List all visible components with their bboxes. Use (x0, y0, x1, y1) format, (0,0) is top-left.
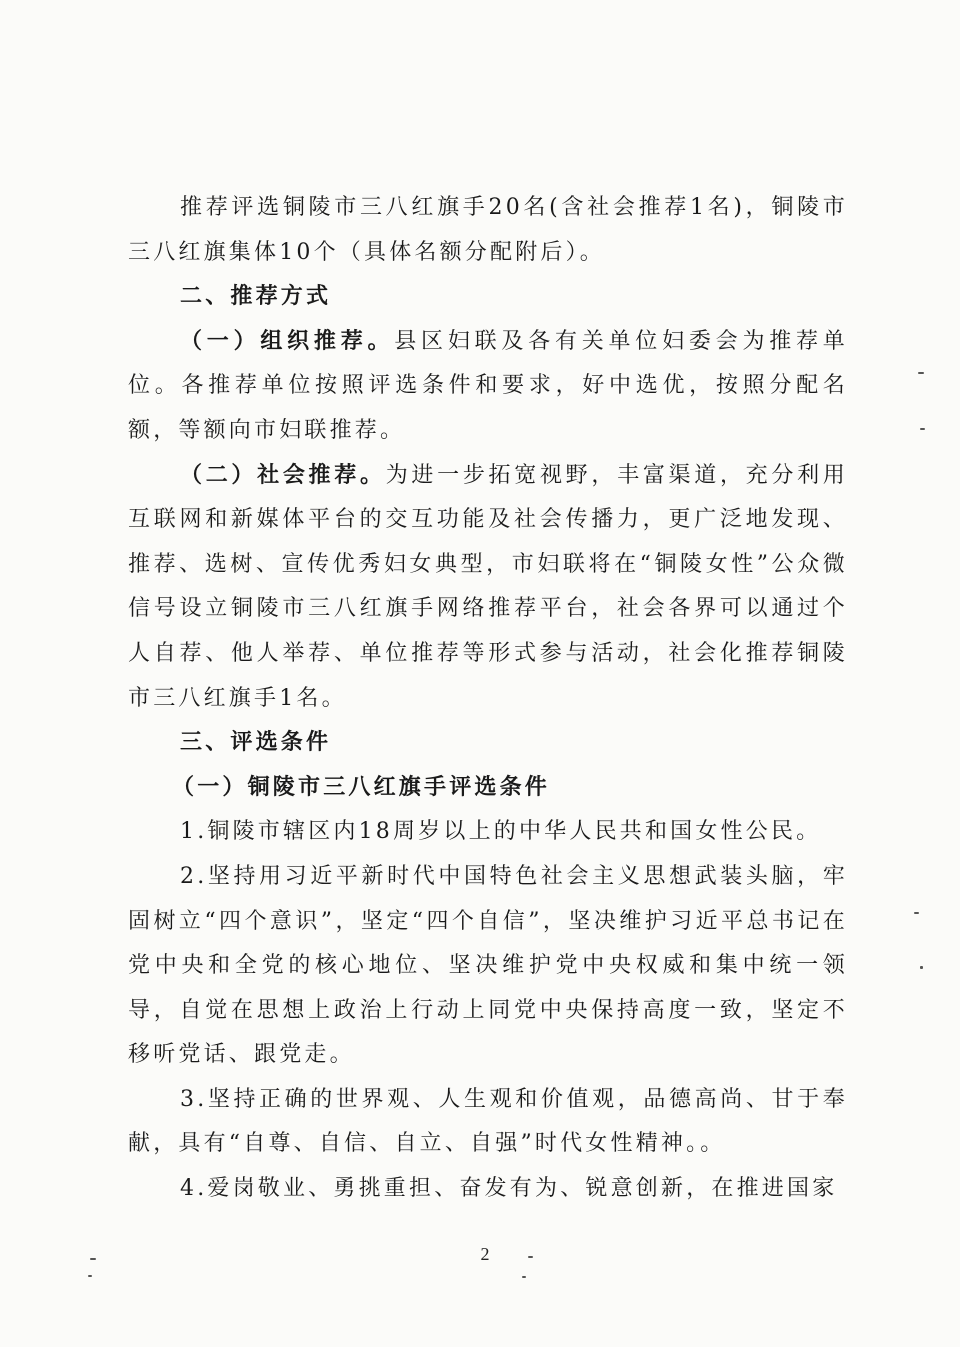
page-number: 2 (480, 1244, 490, 1264)
scan-speck (920, 966, 923, 969)
social-recommendation-paragraph (128, 454, 848, 722)
section-heading-selection-criteria: 三、评选条件 (180, 730, 332, 756)
document-body (128, 186, 848, 1212)
quota-paragraph: 推荐评选铜陵市三八红旗手20名(含社会推荐1名)，铜陵市三八红旗集体10个（具体名额分配附后）。 (128, 195, 848, 265)
scan-speck (914, 912, 919, 914)
scan-speck (522, 1276, 526, 1278)
organization-recommendation-lead: （一）组织推荐。 (180, 328, 395, 354)
social-recommendation-text: 为进一步拓宽视野，丰富渠道，充分利用互联网和新媒体平台的交互功能及社会传播力，更广泛地发现、推荐、选树、宣传优秀妇女典型，市妇联将在“铜陵女性”公众微信号设立铜陵市三八红旗手网络推荐平台，社会各界可以通过个人自荐、他人举荐、单位推荐等形式参与活动，社会化推荐铜陵市三八红旗手1名。 (128, 462, 848, 711)
scan-speck (920, 428, 925, 430)
organization-recommendation-paragraph (128, 320, 848, 454)
scan-speck (918, 372, 924, 374)
criterion-4-paragraph: 4.爱岗敬业、勇挑重担、奋发有为、锐意创新，在推进国家 (180, 1176, 838, 1202)
social-recommendation-lead: （二）社会推荐。 (180, 462, 386, 488)
criterion-3-paragraph: 3.坚持正确的世界观、人生观和价值观，品德高尚、甘于奉献，具有“自尊、自信、自立、自强”时代女性精神。。 (128, 1086, 848, 1157)
section-heading-recommendation-method: 二、推荐方式 (180, 284, 332, 310)
subsection-heading-red-banner-criteria: （一）铜陵市三八红旗手评选条件 (172, 774, 551, 800)
scan-speck (90, 1258, 96, 1260)
scan-speck (528, 1256, 533, 1258)
scan-speck (88, 1275, 92, 1277)
criterion-2-paragraph: 2.坚持用习近平新时代中国特色社会主义思想武装头脑，牢固树立“四个意识”，坚定“四个自信”，坚决维护习近平总书记在党中央和全党的核心地位、坚决维护党中央权威和集中统一领导，自觉在思想上政治上行动上同党中央保持高度一致，坚定不移听党话、跟党走。 (128, 863, 848, 1068)
organization-recommendation-text: 县区妇联及各有关单位妇委会为推荐单位。各推荐单位按照评选条件和要求，好中选优，按照分配名额，等额向市妇联推荐。 (128, 328, 848, 443)
criterion-1-paragraph: 1.铜陵市辖区内18周岁以上的中华人民共和国女性公民。 (180, 819, 822, 845)
